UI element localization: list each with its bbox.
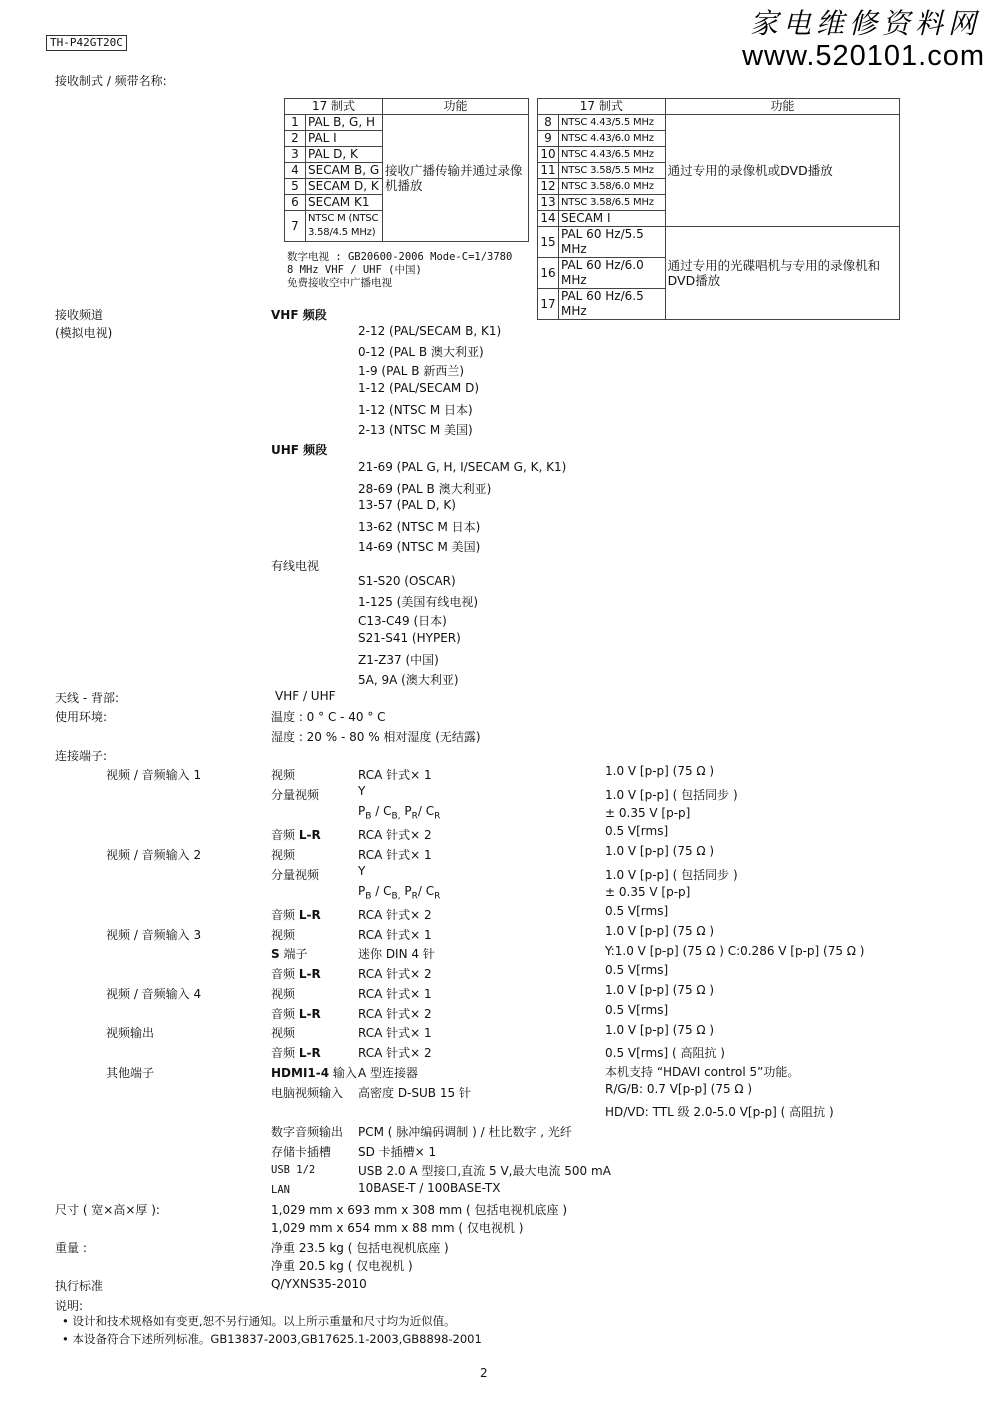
vhf-item: 2-13 (NTSC M 美国) <box>358 423 473 437</box>
dimensions-value-2: 1,029 mm x 654 mm x 88 mm ( 仅电视机 ) <box>271 1221 524 1235</box>
signal-spec: 1.0 V [p-p] (75 Ω ) <box>605 844 715 858</box>
cable-item: 1-125 (美国有线电视) <box>358 595 479 609</box>
row-number: 13 <box>538 195 559 211</box>
row-number: 2 <box>285 131 306 147</box>
signal-spec: 0.5 V[rms] <box>605 1003 669 1017</box>
card-slot-label: 存储卡插槽 <box>271 1145 332 1159</box>
digital-audio-label: 数字音频输出 <box>271 1125 344 1139</box>
row-system: SECAM B, G <box>306 163 383 179</box>
terminals-label: 连接端子: <box>55 749 108 763</box>
dimensions-label: 尺寸 ( 宽×高×厚 ): <box>55 1203 160 1217</box>
watermark-title: 家电维修资料网 <box>749 7 981 40</box>
connector-type: RCA 针式× 1 <box>358 768 432 782</box>
audio-label: 音频 L-R <box>271 1046 321 1060</box>
row-system: SECAM K1 <box>306 195 383 211</box>
connector-type: RCA 针式× 2 <box>358 1046 432 1060</box>
antenna-value: VHF / UHF <box>275 689 336 703</box>
model-label: TH-P42GT20C <box>46 35 127 51</box>
row-system: SECAM D, K <box>306 179 383 195</box>
row-number: 14 <box>538 211 559 227</box>
hdmi-label: HDMI1-4 输入 <box>271 1066 357 1080</box>
channels-sublabel: (模拟电视) <box>55 326 113 340</box>
cable-item: C13-C49 (日本) <box>358 614 447 628</box>
connector-type: RCA 针式× 2 <box>358 1007 432 1021</box>
row-number: 10 <box>538 147 559 163</box>
video-label: 视频 <box>271 848 296 862</box>
systems-table-right <box>537 98 900 320</box>
lan-value: 10BASE-T / 100BASE-TX <box>358 1181 501 1195</box>
row-system: SECAM I <box>559 211 666 227</box>
temperature-value: 0 ° C - 40 ° C <box>302 710 386 724</box>
input4-label: 视频 / 音频输入 4 <box>106 987 202 1001</box>
page-number: 2 <box>480 1366 488 1380</box>
digital-audio-value: PCM ( 脉冲编码调制 ) / 杜比数字 , 光纤 <box>358 1125 572 1139</box>
lan-label: LAN <box>271 1184 290 1196</box>
pc-input-label: 电脑视频输入 <box>271 1086 344 1100</box>
note-1: • 设计和技术规格如有变更,恕不另行通知。以上所示重量和尺寸均为近似值。 <box>62 1314 456 1328</box>
signal-spec: ± 0.35 V [p-p] <box>605 806 691 820</box>
input2-label: 视频 / 音频输入 2 <box>106 848 202 862</box>
signal-spec: 0.5 V[rms] <box>605 963 669 977</box>
table-left-function: 接收广播传输并通过录像机播放 <box>383 115 529 242</box>
digital-note-3: 免费接收空中广播电视 <box>287 277 392 289</box>
pc-rgb-spec: R/G/B: 0.7 V[p-p] (75 Ω ) <box>605 1082 753 1096</box>
table-left-header-system: 17 制式 <box>285 99 383 115</box>
y-label: Y <box>358 784 366 798</box>
table-right-header-function: 功能 <box>665 99 899 115</box>
video-output-label: 视频输出 <box>106 1026 155 1040</box>
video-label: 视频 <box>271 987 296 1001</box>
usb-value: USB 2.0 A 型接口,直流 5 V,最大电流 500 mA <box>358 1164 611 1178</box>
input3-label: 视频 / 音频输入 3 <box>106 928 202 942</box>
signal-spec: 1.0 V [p-p] (75 Ω ) <box>605 924 715 938</box>
vhf-item: 2-12 (PAL/SECAM B, K1) <box>358 324 502 338</box>
row-number: 16 <box>538 258 559 289</box>
row-system: NTSC 4.43/6.5 MHz <box>559 147 666 163</box>
row-number: 15 <box>538 227 559 258</box>
row-system: NTSC 4.43/5.5 MHz <box>559 115 666 131</box>
row-system: NTSC M (NTSC 3.58/4.5 MHz) <box>306 211 383 242</box>
row-number: 5 <box>285 179 306 195</box>
row-system: NTSC 3.58/6.5 MHz <box>559 195 666 211</box>
vhf-item: 1-12 (PAL/SECAM D) <box>358 381 480 395</box>
row-number: 3 <box>285 147 306 163</box>
hdmi-connector: A 型连接器 <box>358 1066 419 1080</box>
input1-label: 视频 / 音频输入 1 <box>106 768 202 782</box>
uhf-item: 13-57 (PAL D, K) <box>358 498 456 512</box>
cable-item: 5A, 9A (澳大利亚) <box>358 673 459 687</box>
vhf-item: 1-12 (NTSC M 日本) <box>358 403 473 417</box>
signal-spec: ± 0.35 V [p-p] <box>605 885 691 899</box>
row-number: 4 <box>285 163 306 179</box>
signal-spec: 1.0 V [p-p] ( 包括同步 ) <box>605 868 738 882</box>
connector-type: RCA 针式× 2 <box>358 828 432 842</box>
row-number: 12 <box>538 179 559 195</box>
uhf-item: 14-69 (NTSC M 美国) <box>358 540 481 554</box>
weight-value-2: 净重 20.5 kg ( 仅电视机 ) <box>271 1259 413 1273</box>
cable-label: 有线电视 <box>271 559 320 573</box>
video-label: 视频 <box>271 928 296 942</box>
signal-spec: 0.5 V[rms] <box>605 904 669 918</box>
table-left-header-function: 功能 <box>383 99 529 115</box>
row-system: NTSC 4.43/6.0 MHz <box>559 131 666 147</box>
note-2: • 本设备符合下述所列标准。GB13837-2003,GB17625.1-2003,GB8898-2001 <box>62 1332 482 1346</box>
row-system: NTSC 3.58/5.5 MHz <box>559 163 666 179</box>
table-right-header-system: 17 制式 <box>538 99 666 115</box>
connector-type: RCA 针式× 1 <box>358 848 432 862</box>
audio-label: 音频 L-R <box>271 908 321 922</box>
row-system: PAL 60 Hz/6.0 MHz <box>559 258 666 289</box>
video-label: 视频 <box>271 1026 296 1040</box>
antenna-label: 天线 - 背部: <box>55 691 120 705</box>
uhf-label: UHF 频段 <box>271 443 328 457</box>
row-number: 9 <box>538 131 559 147</box>
row-number: 11 <box>538 163 559 179</box>
cable-item: S21-S41 (HYPER) <box>358 631 461 645</box>
uhf-item: 21-69 (PAL G, H, I/SECAM G, K, K1) <box>358 460 567 474</box>
humidity-label: 湿度 : <box>271 730 303 744</box>
y-label: Y <box>358 864 366 878</box>
row-number: 6 <box>285 195 306 211</box>
signal-spec: 1.0 V [p-p] ( 包括同步 ) <box>605 788 738 802</box>
usb-label: USB 1/2 <box>271 1164 316 1176</box>
signal-spec: 0.5 V[rms] ( 高阻抗 ) <box>605 1046 725 1060</box>
vhf-item: 1-9 (PAL B 新西兰) <box>358 364 465 378</box>
row-system: PAL I <box>306 131 383 147</box>
signal-spec: 1.0 V [p-p] (75 Ω ) <box>605 764 715 778</box>
watermark-url: www.520101.com <box>742 40 985 72</box>
connector-type: RCA 针式× 1 <box>358 987 432 1001</box>
vhf-label: VHF 频段 <box>271 308 327 322</box>
video-label: 视频 <box>271 768 296 782</box>
signal-spec: Y:1.0 V [p-p] (75 Ω ) C:0.286 V [p-p] (75 Ω ) <box>605 944 865 958</box>
pc-hdvd-spec: HD/VD: TTL 级 2.0-5.0 V[p-p] ( 高阻抗 ) <box>605 1105 834 1119</box>
connector-type: 迷你 DIN 4 针 <box>358 947 435 961</box>
connector-type: RCA 针式× 2 <box>358 908 432 922</box>
pc-connector: 高密度 D-SUB 15 针 <box>358 1086 471 1100</box>
digital-note-2: 8 MHz VHF / UHF (中国) <box>287 264 422 276</box>
temperature-label: 温度 : <box>271 710 303 724</box>
vhf-item: 0-12 (PAL B 澳大利亚) <box>358 345 484 359</box>
section-title: 接收制式 / 频带名称: <box>55 74 167 88</box>
table-right-function-b: 通过专用的光碟唱机与专用的录像机和DVD播放 <box>665 227 899 320</box>
connector-type: RCA 针式× 1 <box>358 928 432 942</box>
component-label: 分量视频 <box>271 868 320 882</box>
row-number: 8 <box>538 115 559 131</box>
signal-spec: 0.5 V[rms] <box>605 824 669 838</box>
row-system: PAL B, G, H <box>306 115 383 131</box>
dimensions-value-1: 1,029 mm x 693 mm x 308 mm ( 包括电视机底座 ) <box>271 1203 568 1217</box>
row-number: 17 <box>538 289 559 320</box>
pbpr-label: $P_B / C_{B,}$ $P_R/$ $C_R$ <box>358 884 441 902</box>
uhf-item: 28-69 (PAL B 澳大利亚) <box>358 482 492 496</box>
s-terminal-label: S 端子 <box>271 947 308 961</box>
weight-value-1: 净重 23.5 kg ( 包括电视机底座 ) <box>271 1241 449 1255</box>
weight-label: 重量 : <box>55 1241 87 1255</box>
digital-note-1: 数字电视 : GB20600-2006 Mode-C=1/3780 <box>287 251 513 263</box>
row-system: PAL 60 Hz/5.5 MHz <box>559 227 666 258</box>
component-label: 分量视频 <box>271 788 320 802</box>
cable-item: S1-S20 (OSCAR) <box>358 574 456 588</box>
row-system: NTSC 3.58/6.0 MHz <box>559 179 666 195</box>
row-system: PAL D, K <box>306 147 383 163</box>
other-terminals-label: 其他端子 <box>106 1066 155 1080</box>
channels-label: 接收频道 <box>55 308 104 322</box>
standard-value: Q/YXNS35-2010 <box>271 1277 367 1291</box>
notes-label: 说明: <box>55 1299 84 1313</box>
audio-label: 音频 L-R <box>271 828 321 842</box>
cable-item: Z1-Z37 (中国) <box>358 653 439 667</box>
humidity-value: 20 % - 80 % 相对湿度 (无结露) <box>302 730 481 744</box>
hdmi-note: 本机支持 “HDAVI control 5”功能。 <box>605 1065 800 1079</box>
row-system: PAL 60 Hz/6.5 MHz <box>559 289 666 320</box>
systems-table-left <box>284 98 529 242</box>
card-slot-value: SD 卡插槽× 1 <box>358 1145 437 1159</box>
row-number: 7 <box>285 211 306 242</box>
table-right-function-a: 通过专用的录像机或DVD播放 <box>665 115 899 227</box>
connector-type: RCA 针式× 2 <box>358 967 432 981</box>
standard-label: 执行标准 <box>55 1279 104 1293</box>
row-number: 1 <box>285 115 306 131</box>
audio-label: 音频 L-R <box>271 967 321 981</box>
connector-type: RCA 针式× 1 <box>358 1026 432 1040</box>
signal-spec: 1.0 V [p-p] (75 Ω ) <box>605 983 715 997</box>
environment-label: 使用环境: <box>55 710 108 724</box>
uhf-item: 13-62 (NTSC M 日本) <box>358 520 481 534</box>
signal-spec: 1.0 V [p-p] (75 Ω ) <box>605 1023 715 1037</box>
audio-label: 音频 L-R <box>271 1007 321 1021</box>
pbpr-label: $P_B / C_{B,}$ $P_R/$ $C_R$ <box>358 804 441 822</box>
